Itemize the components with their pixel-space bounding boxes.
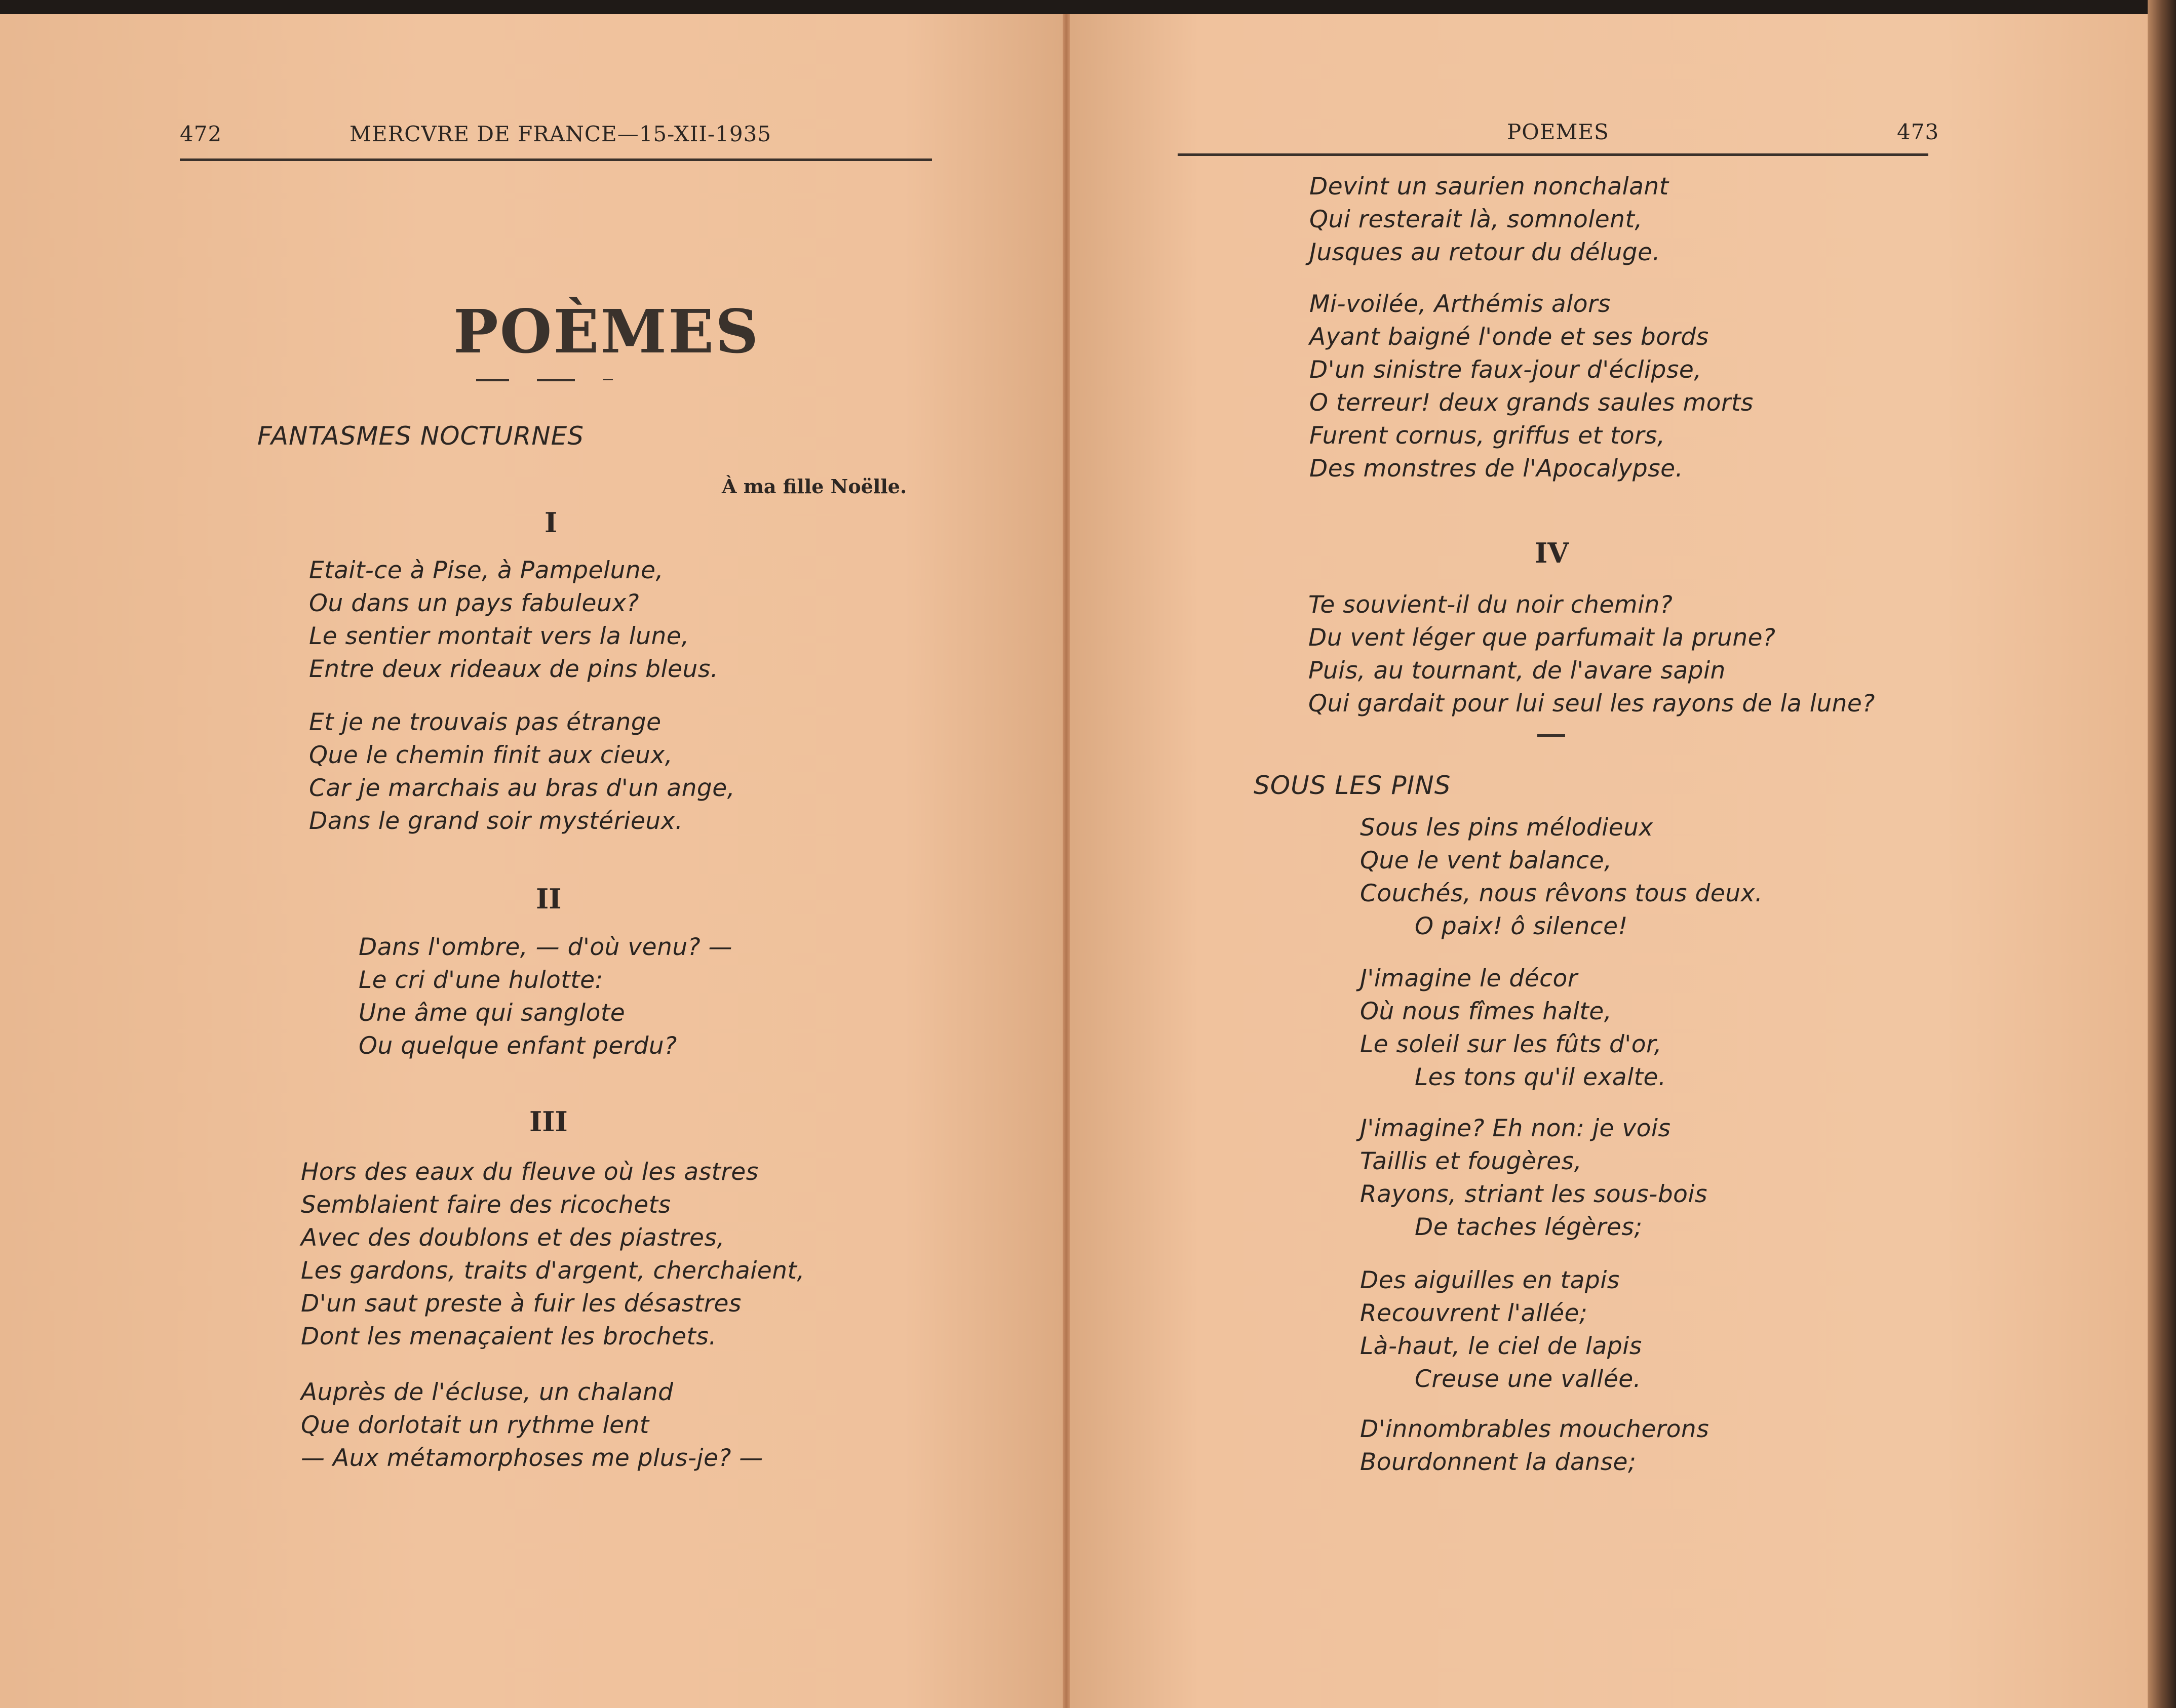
verse-line: Ayant baigné l'onde et ses bords <box>1309 323 1709 351</box>
verse-line-indented: De taches légères; <box>1415 1213 1643 1241</box>
verse-line: D'un saut preste à fuir les désastres <box>301 1290 742 1318</box>
verse-line: Là-haut, le ciel de lapis <box>1360 1332 1642 1360</box>
title-ornament-left <box>476 379 509 381</box>
stanza-continued <box>1309 170 1669 269</box>
verse-line: D'un sinistre faux-jour d'éclipse, <box>1309 356 1702 384</box>
verse-line: Que le vent balance, <box>1360 847 1612 875</box>
stanza-iii-2 <box>301 1376 763 1475</box>
verse-line: Bourdonnent la danse; <box>1360 1448 1637 1476</box>
verse-line: Dont les menaçaient les brochets. <box>301 1323 717 1350</box>
verse-line: Devint un saurien nonchalant <box>1309 173 1669 201</box>
part-numeral-ii: II <box>536 883 562 915</box>
verse-line: — Aux métamorphoses me plus-je? — <box>301 1444 763 1472</box>
verse-line: Rayons, striant les sous-bois <box>1360 1180 1707 1208</box>
part-numeral-iii: III <box>529 1105 568 1138</box>
sous-stanza-1 <box>1360 811 1763 943</box>
sous-stanza-3 <box>1360 1112 1707 1244</box>
verse-line: Ou dans un pays fabuleux? <box>309 589 639 617</box>
title-ornament-center <box>537 379 575 381</box>
verse-line: Les gardons, traits d'argent, cherchaient, <box>301 1257 805 1285</box>
verse-line: Hors des eaux du fleuve où les astres <box>301 1158 759 1186</box>
verse-line: Ou quelque enfant perdu? <box>359 1032 677 1060</box>
verse-line: Le sentier montait vers la lune, <box>309 622 689 650</box>
verse-line: Dans le grand soir mystérieux. <box>309 807 683 835</box>
verse-line: Des monstres de l'Apocalypse. <box>1309 455 1684 483</box>
verse-line: Dans l'ombre, — d'où venu? — <box>359 933 733 961</box>
title-ornament-right <box>603 379 613 380</box>
dedication: À ma fille Noëlle. <box>722 475 907 498</box>
verse-line: Couchés, nous rêvons tous deux. <box>1360 880 1763 907</box>
verse-line: Le cri d'une hulotte: <box>359 966 603 994</box>
verse-line-indented: Les tons qu'il exalte. <box>1415 1063 1666 1091</box>
section-separator <box>1537 734 1565 737</box>
verse-line: Qui resterait là, somnolent, <box>1309 206 1643 233</box>
page-number-right: 473 <box>1897 120 1939 144</box>
verse-line: Des aiguilles en tapis <box>1360 1266 1620 1294</box>
verse-line: Une âme qui sanglote <box>359 999 626 1027</box>
verse-line: Et je ne trouvais pas étrange <box>309 708 662 736</box>
verse-line: Jusques au retour du déluge. <box>1309 239 1660 266</box>
running-head-right: POEMES <box>1507 120 1609 144</box>
verse-line: Semblaient faire des ricochets <box>301 1191 671 1219</box>
verse-line-indented: Creuse une vallée. <box>1415 1365 1642 1393</box>
verse-line: Mi-voilée, Arthémis alors <box>1309 290 1611 318</box>
part-numeral-iv: IV <box>1535 537 1569 569</box>
book-gutter <box>1063 14 1070 1708</box>
verse-line-indented: O paix! ô silence! <box>1415 912 1628 940</box>
page-title: POÈMES <box>453 296 760 367</box>
stanza-ii-1 <box>359 931 732 1062</box>
verse-line: Puis, au tournant, de l'avare sapin <box>1308 657 1726 685</box>
verse-line: Etait-ce à Pise, à Pampelune, <box>309 557 664 584</box>
verse-line: D'innombrables moucherons <box>1360 1415 1709 1443</box>
page-number-left: 472 <box>180 122 222 146</box>
verse-line: Avec des doublons et des piastres, <box>301 1224 725 1252</box>
sous-stanza-5 <box>1360 1413 1709 1479</box>
verse-line: Que dorlotait un rythme lent <box>301 1411 649 1439</box>
verse-line: Te souvient-il du noir chemin? <box>1308 591 1673 619</box>
section-title-fantasmes: FANTASMES NOCTURNES <box>257 421 584 451</box>
part-numeral-i: I <box>545 506 558 539</box>
verse-line: Le soleil sur les fûts d'or, <box>1360 1030 1662 1058</box>
verse-line: J'imagine? Eh non: je vois <box>1360 1115 1671 1142</box>
verse-line: J'imagine le décor <box>1360 965 1578 992</box>
header-rule-left <box>180 158 932 161</box>
verse-line: Sous les pins mélodieux <box>1360 814 1653 842</box>
verse-line: Recouvrent l'allée; <box>1360 1299 1588 1327</box>
book-edge <box>2148 0 2176 1708</box>
verse-line: Du vent léger que parfumait la prune? <box>1308 624 1776 652</box>
header-rule-right <box>1178 153 1928 156</box>
section-title-sous-les-pins: SOUS LES PINS <box>1254 771 1451 800</box>
verse-line: Entre deux rideaux de pins bleus. <box>309 655 719 683</box>
verse-line: Car je marchais au bras d'un ange, <box>309 774 735 802</box>
verse-line: Auprès de l'écluse, un chaland <box>301 1378 674 1406</box>
verse-line: Furent cornus, griffus et tors, <box>1309 422 1665 450</box>
sous-stanza-2 <box>1360 962 1666 1094</box>
stanza-arthemis <box>1309 288 1754 485</box>
sous-stanza-4 <box>1360 1264 1642 1396</box>
verse-line: Où nous fîmes halte, <box>1360 998 1612 1025</box>
verse-line: O terreur! deux grands saules morts <box>1309 389 1754 417</box>
stanza-i-1 <box>309 554 718 686</box>
verse-line: Qui gardait pour lui seul les rayons de la lune? <box>1308 690 1875 718</box>
stanza-iii-1 <box>301 1156 805 1353</box>
stanza-iv-1 <box>1308 588 1875 720</box>
verse-line: Que le chemin finit aux cieux, <box>309 741 673 769</box>
verse-line: Taillis et fougères, <box>1360 1147 1582 1175</box>
stanza-i-2 <box>309 706 735 838</box>
running-head-left: MERCVRE DE FRANCE—15-XII-1935 <box>349 122 772 146</box>
